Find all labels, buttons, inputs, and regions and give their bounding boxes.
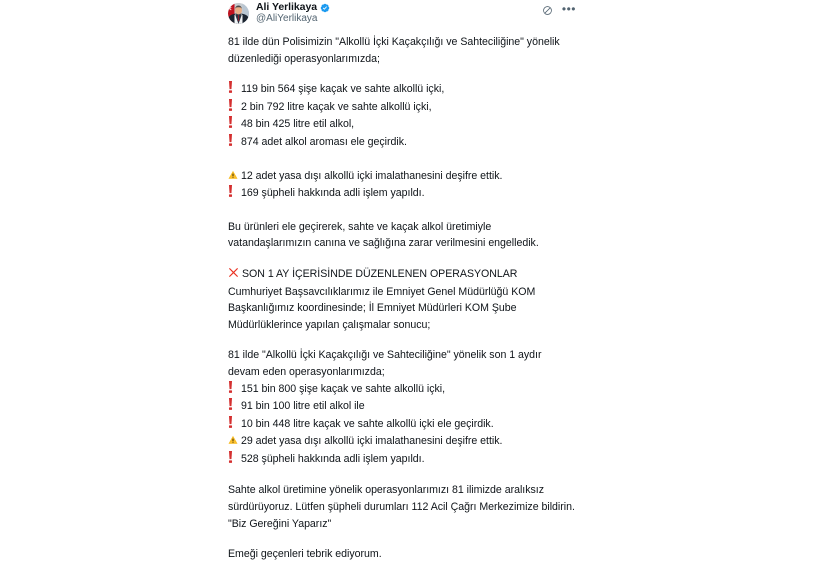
list-item-text: 91 bin 100 litre etil alkol ile	[241, 400, 365, 413]
tweet-text-body	[228, 34, 576, 563]
exclamation-icon	[228, 398, 241, 416]
list-item-text: 10 bin 448 litre kaçak ve sahte alkollü içki ele geçirdik.	[241, 417, 494, 430]
block-spacer	[228, 211, 576, 219]
list-daily-seizures	[228, 81, 576, 151]
list-item	[228, 81, 576, 99]
avatar[interactable]	[228, 3, 249, 24]
warning-icon	[228, 434, 241, 451]
paragraph-coordination: Cumhuriyet Başsavcılıklarımız ile Emniyet Genel Müdürlüğü KOM Başkanlığımız koordinesinde; İl Emniyet Müdürleri KOM Şube Müdürlüklerince yapılan çalışmalar sonucu;	[228, 285, 536, 331]
list-item-text: 12 adet yasa dışı alkollü içki imalathanesini deşifre ettik.	[241, 169, 503, 182]
tweet-header	[228, 0, 576, 30]
author-name-row	[256, 2, 542, 13]
list-item	[228, 416, 576, 434]
list-item	[228, 398, 576, 416]
list-item	[228, 185, 576, 203]
warning-icon	[228, 169, 241, 186]
exclamation-icon	[228, 99, 241, 117]
list-item	[228, 99, 576, 117]
heading-text: SON 1 AY İÇERİSİNDE DÜZENLENEN OPERASYONLAR	[242, 267, 518, 280]
exclamation-icon	[228, 81, 241, 99]
verified-badge-icon	[320, 3, 330, 13]
paragraph-prevention: Bu ürünleri ele geçirerek, sahte ve kaçak alkol üretimiyle vatandaşlarımızın canına ve sağlığına zarar verilmesini engelledik.	[228, 220, 539, 250]
exclamation-icon	[228, 381, 241, 399]
heading-monthly-operations	[228, 266, 576, 284]
exclamation-icon	[228, 416, 241, 434]
cross-mark-icon	[228, 267, 242, 284]
list-item	[228, 451, 576, 469]
block-spacer	[228, 160, 576, 168]
list-item-text: 48 bin 425 litre etil alkol,	[241, 118, 355, 131]
list-item	[228, 134, 576, 152]
list-item-text: 2 bin 792 litre kaçak ve sahte alkollü içki,	[241, 100, 432, 113]
paragraph-closing: Sahte alkol üretimine yönelik operasyonlarımızı 81 ilimizde aralıksız sürdürüyoruz. Lütfen şüpheli durumları 112 Acil Çağrı Merkezimize bildirin. "Biz Gereğini Yaparız"	[228, 484, 575, 530]
block-spacer	[228, 203, 576, 211]
list-daily-actions	[228, 168, 576, 203]
list-item-text: 151 bin 800 şişe kaçak ve sahte alkollü içki,	[241, 382, 446, 395]
exclamation-icon	[228, 134, 241, 152]
block-spacer	[228, 152, 576, 160]
list-item-text: 528 şüpheli hakkında adli işlem yapıldı.	[241, 452, 425, 465]
header-actions	[542, 2, 576, 16]
grok-icon[interactable]	[542, 5, 553, 16]
list-monthly-seizures	[228, 381, 576, 469]
list-item-text: 874 adet alkol aroması ele geçirdik.	[241, 135, 407, 148]
list-item-text: 29 adet yasa dışı alkollü içki imalathanesini deşifre ettik.	[241, 435, 503, 448]
exclamation-icon	[228, 116, 241, 134]
author-handle[interactable]: @AliYerlikaya	[256, 13, 318, 25]
more-options-icon[interactable]: •••	[561, 2, 576, 16]
exclamation-icon	[228, 451, 241, 469]
list-item	[228, 116, 576, 134]
list-item	[228, 168, 576, 186]
list-item-text: 169 şüpheli hakkında adli işlem yapıldı.	[241, 187, 425, 200]
paragraph-intro: 81 ilde dün Polisimizin "Alkollü İçki Kaçakçılığı ve Sahteciliğine" yönelik düzenlediği operasyonlarımızda;	[228, 36, 560, 65]
list-item	[228, 433, 576, 451]
list-item-text: 119 bin 564 şişe kaçak ve sahte alkollü içki,	[241, 83, 445, 96]
paragraph-monthly-intro: 81 ilde "Alkollü İçki Kaçakçılığı ve Sahteciliğine" yönelik son 1 aydır devam eden operasyonlarımızda;	[228, 349, 542, 378]
tweet-post[interactable]	[228, 0, 576, 577]
exclamation-icon	[228, 185, 241, 203]
author-identity	[256, 2, 542, 25]
paragraph-thanks: Emeği geçenleri tebrik ediyorum.	[228, 548, 382, 561]
list-item	[228, 381, 576, 399]
author-display-name[interactable]: Ali Yerlikaya	[256, 1, 318, 13]
